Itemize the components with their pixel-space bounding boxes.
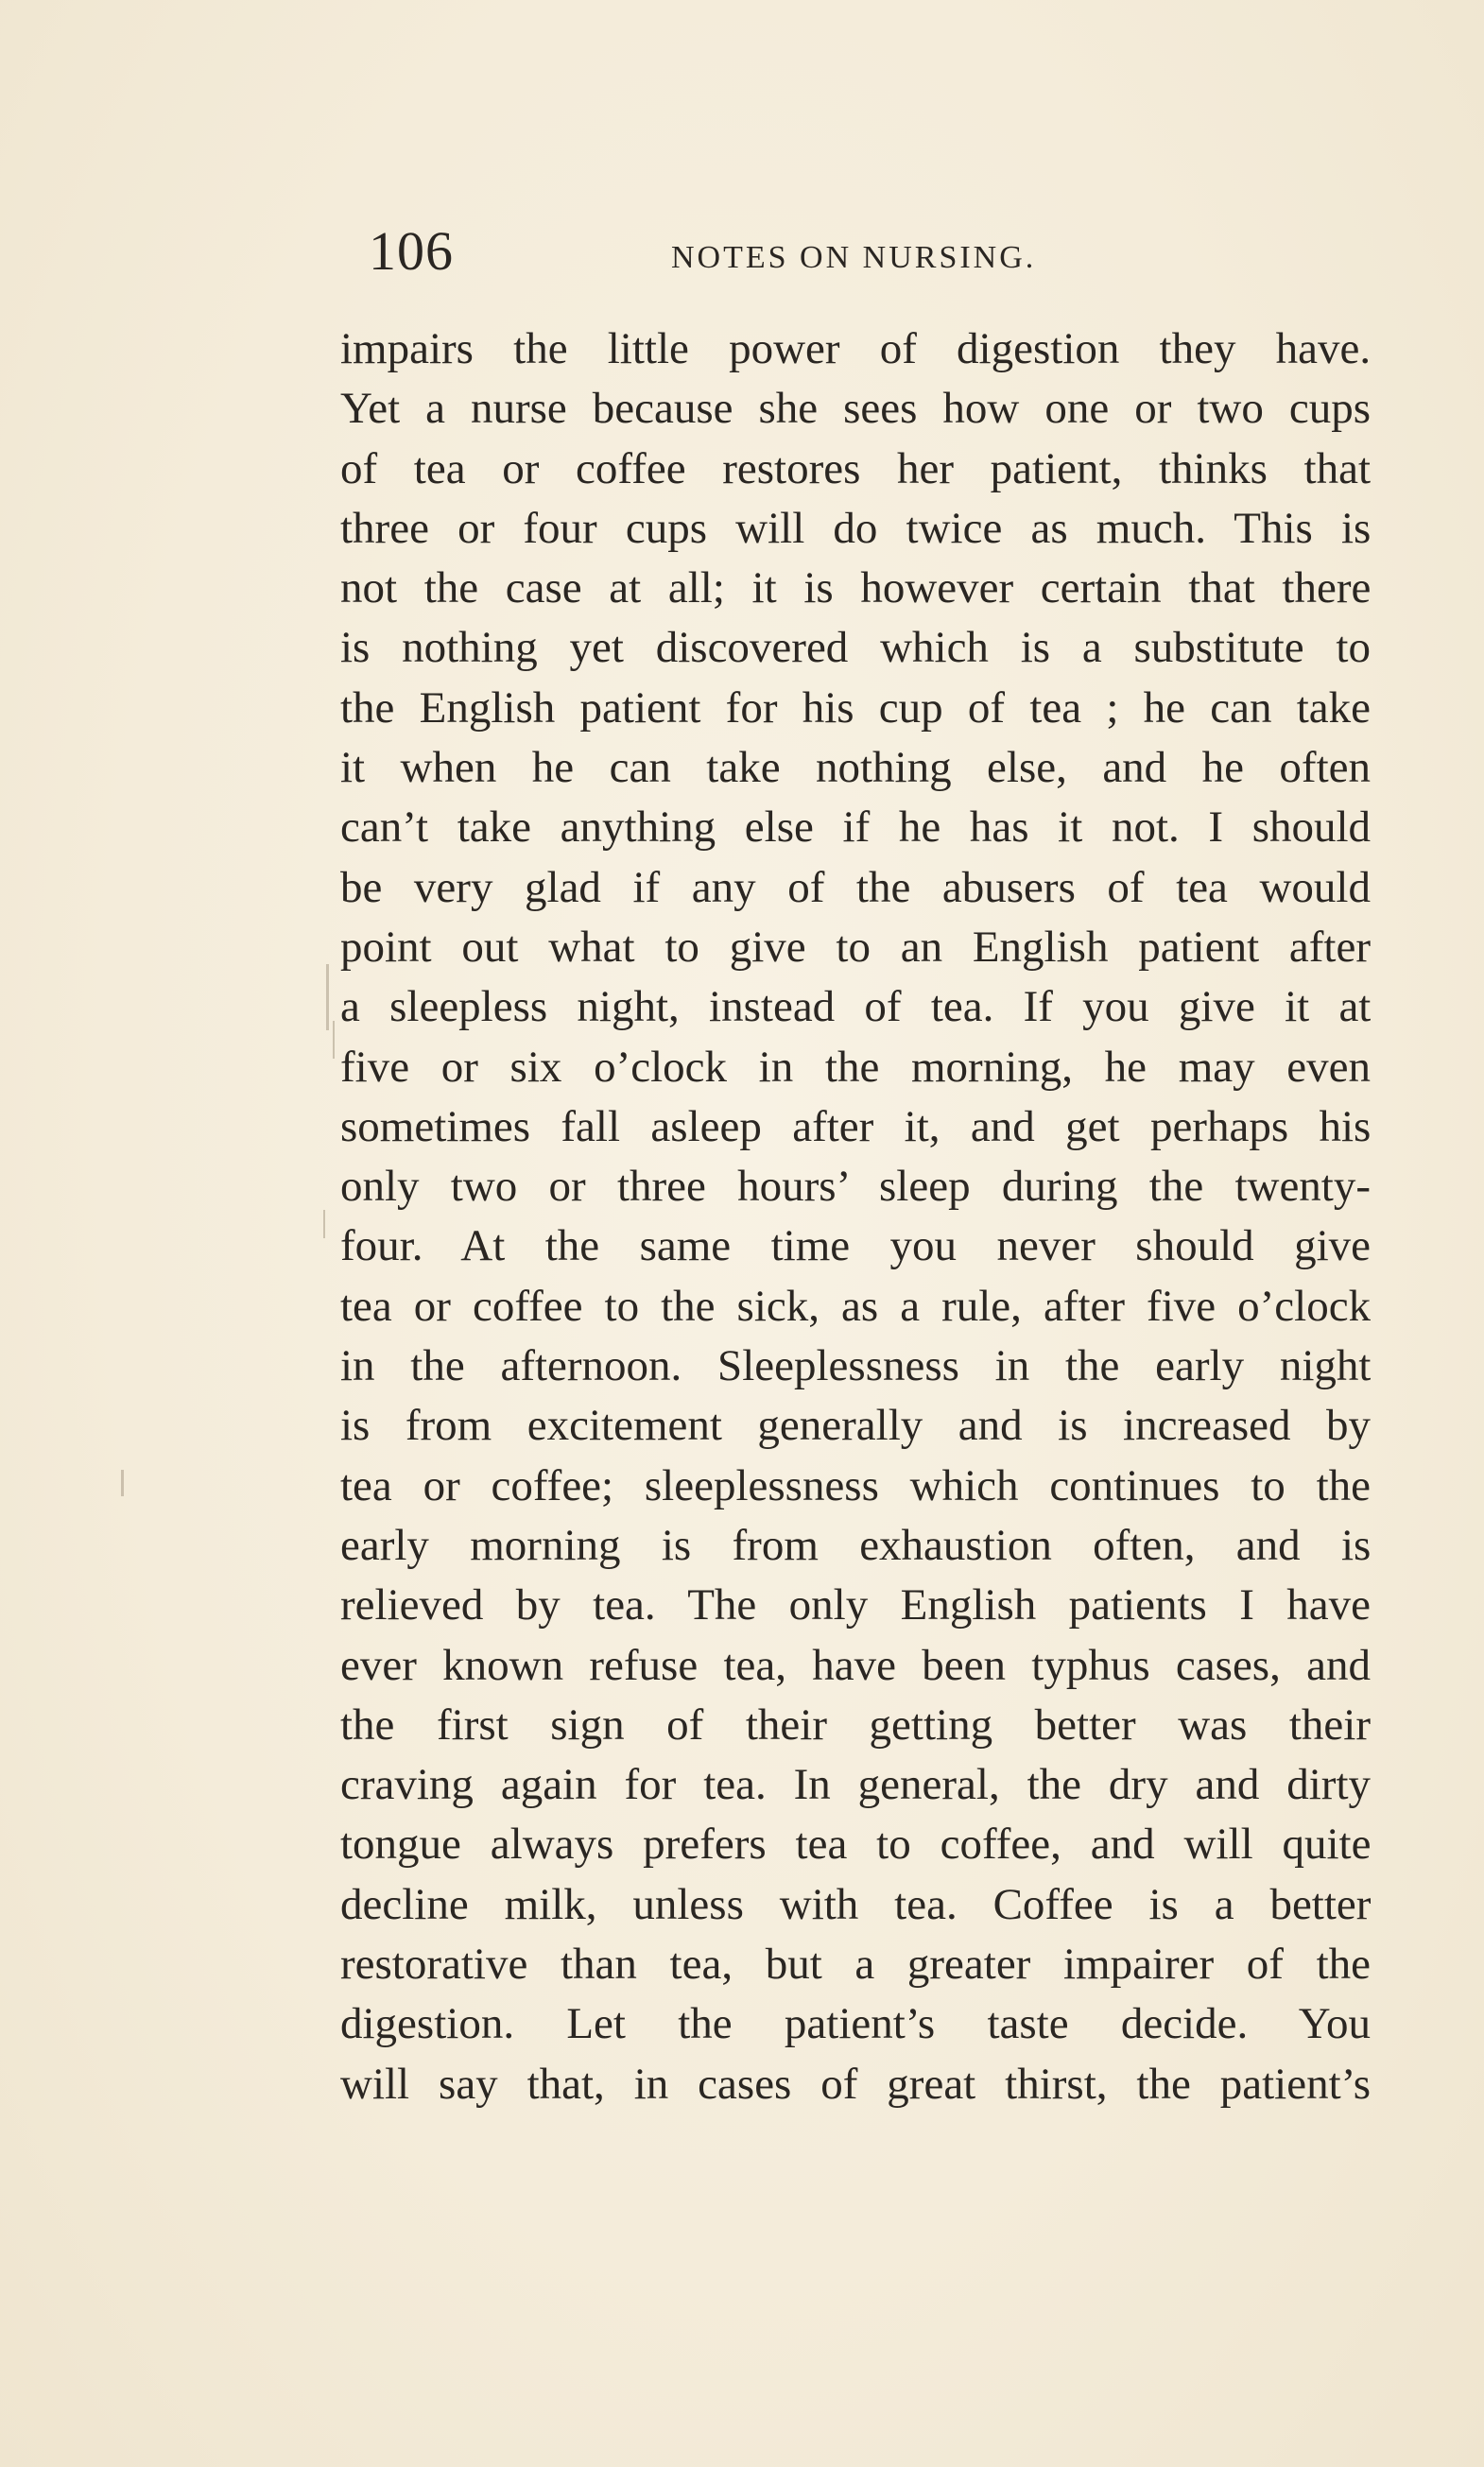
margin-mark — [333, 1021, 335, 1059]
text-line: craving again for tea. In general, the dry and dirty — [340, 1760, 1371, 1810]
text-line: of tea or coffee restores her patient, thinks that — [340, 443, 1371, 493]
text-line: the English patient for his cup of tea ; he can take — [340, 682, 1371, 733]
margin-mark — [326, 964, 329, 1030]
text-line: ever known refuse tea, have been typhus cases, and — [340, 1640, 1371, 1690]
text-line: is from excitement generally and is increased by — [340, 1401, 1371, 1451]
page-number: 106 — [369, 220, 454, 282]
page-header — [0, 219, 1484, 285]
text-line: decline milk, unless with tea. Coffee is a better — [340, 1879, 1371, 1929]
text-line: five or six o’clock in the morning, he may even — [340, 1042, 1371, 1092]
text-line: only two or three hours’ sleep during the twenty- — [340, 1162, 1371, 1212]
text-line: relieved by tea. The only English patients I have — [340, 1580, 1371, 1630]
text-line: three or four cups will do twice as much. This is — [340, 503, 1371, 553]
text-line: is nothing yet discovered which is a substitute to — [340, 623, 1371, 673]
margin-mark — [323, 1210, 325, 1238]
text-line: not the case at all; it is however certain that there — [340, 563, 1371, 613]
text-line: tongue always prefers tea to coffee, and will quite — [340, 1820, 1371, 1870]
body-text — [340, 319, 1371, 2114]
text-line: can’t take anything else if he has it not. I should — [340, 802, 1371, 853]
text-line: impairs the little power of digestion they have. — [340, 324, 1371, 373]
text-line: sometimes fall asleep after it, and get perhaps his — [340, 1101, 1371, 1151]
text-line: in the afternoon. Sleeplessness in the early night — [340, 1341, 1371, 1391]
text-line: point out what to give to an English patient after — [340, 922, 1371, 972]
text-line: tea or coffee to the sick, as a rule, after five o’clock — [340, 1281, 1371, 1331]
text-line: digestion. Let the patient’s taste decide. You — [340, 1999, 1371, 2049]
text-line: Yet a nurse because she sees how one or two cups — [340, 384, 1371, 434]
text-line: restorative than tea, but a greater impairer of the — [340, 1940, 1371, 1990]
text-line: early morning is from exhaustion often, and is — [340, 1520, 1371, 1570]
text-line: it when he can take nothing else, and he often — [340, 743, 1371, 793]
text-line: a sleepless night, instead of tea. If you give it at — [340, 982, 1371, 1032]
text-line: the first sign of their getting better was their — [340, 1699, 1371, 1750]
margin-mark — [121, 1470, 124, 1496]
text-line: will say that, in cases of great thirst, the patient’s — [340, 2059, 1371, 2109]
text-line: four. At the same time you never should give — [340, 1221, 1371, 1271]
text-line: tea or coffee; sleeplessness which continues to the — [340, 1460, 1371, 1510]
text-line: be very glad if any of the abusers of tea would — [340, 862, 1371, 912]
running-head: NOTES ON NURSING. — [671, 240, 1037, 275]
